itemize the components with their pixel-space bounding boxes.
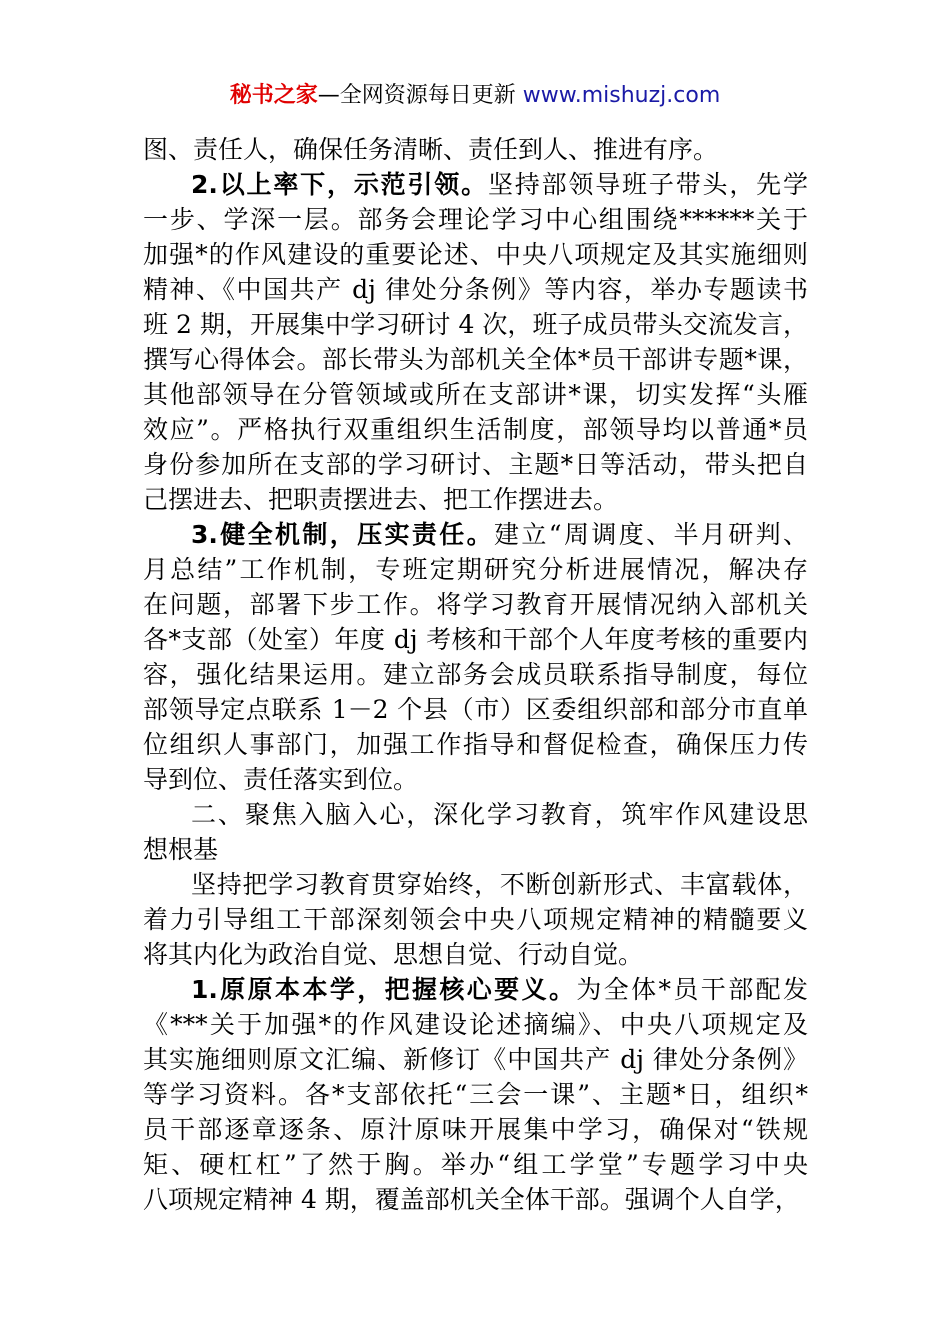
line-text: 图、责任人，确保任务清晰、责任到人、推进有序。 [143,135,719,164]
site-brand: 秘书之家 [229,83,318,108]
text-line [143,377,808,412]
site-slogan: —全网资源每日更新 [317,83,516,108]
text-line [143,587,808,622]
line-text: 《***关于加强*的作风建设论述摘编》、中央八项规定及 [143,1010,808,1039]
text-line [143,307,808,342]
line-text: 撰写心得体会。部长带头为部机关全体*员干部讲专题*课， [143,345,808,374]
line-text: 在问题，部署下步工作。将学习教育开展情况纳入部机关 [143,590,808,619]
line-text: 位组织人事部门，加强工作指导和督促检查，确保压力传 [143,730,808,759]
line-text: 身份参加所在支部的学习研讨、主题*日等活动，带头把自 [143,450,808,479]
text-line [143,1042,808,1077]
site-url-link[interactable]: www.mishuzj.com [522,83,721,108]
line-text: 坚持把学习教育贯穿始终，不断创新形式、丰富载体， [191,870,808,899]
line-text: 其他部领导在分管领域或所在支部讲*课，切实发挥“头雁 [143,380,808,409]
text-line [143,1077,808,1112]
text-line [143,727,808,762]
line-text: 员干部逐章逐条、原汁原味开展集中学习，确保对“铁规 [143,1115,808,1144]
site-header [0,80,950,112]
section-heading: 3.健全机制，压实责任。 [191,520,495,549]
line-text: 坚持部领导班子带头，先学 [487,170,808,199]
line-text: 导到位、责任落实到位。 [143,765,419,794]
line-text: 月总结”工作机制，专班定期研究分析进展情况，解决存 [143,555,808,584]
text-line [143,622,808,657]
line-text: 各*支部（处室）年度 dj 考核和干部个人年度考核的重要内 [143,625,808,654]
section-heading: 1.原原本本学，把握核心要义。 [191,975,577,1004]
text-line [143,342,808,377]
text-line [143,237,808,272]
line-text: 将其内化为政治自觉、思想自觉、行动自觉。 [143,940,644,969]
text-line [143,692,808,727]
text-line [143,972,808,1007]
line-text: 部领导定点联系 1－2 个县（市）区委组织部和部分市直单 [143,695,808,724]
text-line [143,832,808,867]
text-line [143,132,808,167]
line-text: 矩、硬杠杠”了然于胸。举办“组工学堂”专题学习中央 [143,1150,808,1179]
line-text: 为全体*员干部配发 [576,975,808,1004]
line-text: 班 2 期，开展集中学习研讨 4 次，班子成员带头交流发言， [143,310,808,339]
line-text: 己摆进去、把职责摆进去、把工作摆进去。 [143,485,619,514]
text-line [143,762,808,797]
text-line [143,272,808,307]
text-line [143,517,808,552]
text-line [143,202,808,237]
text-line [143,167,808,202]
text-line [143,552,808,587]
line-text: 一步、学深一层。部务会理论学习中心组围绕******关于 [143,205,808,234]
line-text: 等学习资料。各*支部依托“三会一课”、主题*日，组织* [143,1080,808,1109]
text-line [143,1007,808,1042]
line-text: 想根基 [143,835,219,864]
line-text: 二、聚焦入脑入心，深化学习教育，筑牢作风建设思 [191,800,808,829]
document-body [143,132,808,1217]
text-line [143,1147,808,1182]
line-text: 八项规定精神 4 期，覆盖部机关全体干部。强调个人自学， [143,1185,800,1214]
line-text: 加强*的作风建设的重要论述、中央八项规定及其实施细则 [143,240,808,269]
text-line [143,412,808,447]
text-line [143,867,808,902]
text-line [143,447,808,482]
line-text: 着力引导组工干部深刻领会中央八项规定精神的精髓要义 [143,905,808,934]
text-line [143,937,808,972]
line-text: 建立“周调度、半月研判、 [494,520,808,549]
line-text: 效应”。严格执行双重组织生活制度，部领导均以普通*员 [143,415,808,444]
text-line [143,1112,808,1147]
text-line [143,657,808,692]
text-line [143,797,808,832]
text-line [143,482,808,517]
line-text: 容，强化结果运用。建立部务会成员联系指导制度，每位 [143,660,808,689]
text-line [143,1182,808,1217]
line-text: 其实施细则原文汇编、新修订《中国共产 dj 律处分条例》 [143,1045,808,1074]
text-line [143,902,808,937]
line-text: 精神、《中国共产 dj 律处分条例》等内容，举办专题读书 [143,275,808,304]
section-heading: 2.以上率下，示范引领。 [191,170,488,199]
